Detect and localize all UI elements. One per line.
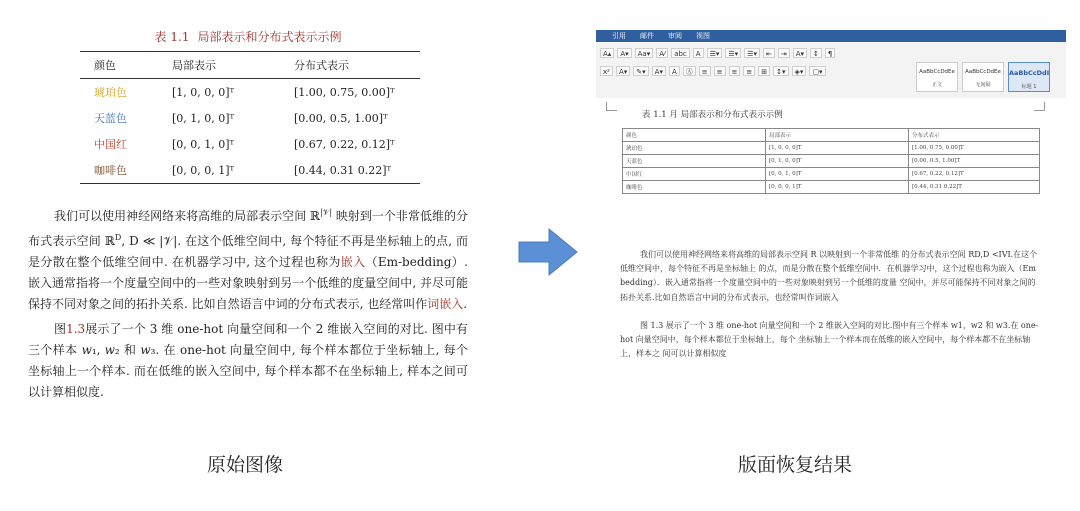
cell: [0, 0, 0, 1]T	[766, 181, 909, 194]
asian-layout-button[interactable]: A▾	[793, 48, 807, 58]
recovered-table	[622, 128, 1040, 194]
table-caption	[28, 28, 468, 45]
cell: [0.44, 0.31 0.22]T	[909, 181, 1040, 194]
cell: 天蓝色	[623, 155, 766, 168]
tab-references[interactable]: 引用	[612, 32, 626, 40]
original-paragraph-2	[28, 319, 468, 403]
cell-color: 咖啡色	[94, 164, 127, 177]
term-embedding: 嵌入	[340, 255, 366, 269]
sort-button[interactable]: ↕	[810, 48, 822, 58]
header-local: 局部表示	[172, 59, 216, 72]
document-page[interactable]	[596, 98, 1066, 359]
para2-text-a: 图	[54, 322, 67, 336]
show-marks-button[interactable]: ¶	[825, 48, 835, 58]
margin-corner-left	[606, 102, 617, 111]
para1-text-b: 映射到一个非常低维的分布式表示空间 ℝ	[28, 209, 468, 248]
cell-dist: [0.44, 0.31 0.22]ᵀ	[294, 163, 392, 177]
label-recovered: 版面恢复结果	[738, 454, 853, 476]
tab-review[interactable]: 审阅	[668, 32, 682, 40]
style-label: 标题 1	[1021, 84, 1037, 90]
cell: 咖啡色	[623, 181, 766, 194]
styles-gallery	[916, 62, 1050, 92]
label-original: 原始图像	[207, 454, 284, 476]
para1-text-a: 我们可以使用神经网络来将高维的局部表示空间 ℝ	[54, 209, 320, 223]
multilevel-list-button[interactable]: ☰▾	[744, 48, 760, 58]
change-case-button[interactable]: Aa▾	[635, 48, 654, 58]
original-document	[28, 28, 468, 403]
align-right-button[interactable]: ≡	[729, 66, 741, 76]
table-row	[623, 142, 1040, 155]
cell-dist: [1.00, 0.75, 0.00]ᵀ	[294, 85, 395, 99]
recovered-caption: 表 1.1 月 局部表示和分布式表示示例	[642, 110, 783, 120]
table-row	[80, 105, 420, 131]
superscript-button[interactable]: x²	[600, 66, 613, 76]
figure-ref-link[interactable]: 1.3	[66, 322, 86, 336]
increase-indent-button[interactable]: ⇥	[778, 48, 790, 58]
phonetic-button[interactable]: abc	[671, 48, 690, 58]
char-shading-button[interactable]: A	[669, 66, 680, 76]
highlight-button[interactable]: ✎▾	[633, 66, 648, 76]
enclose-char-button[interactable]: Ⓐ	[683, 66, 696, 76]
cell-dist: [0.67, 0.22, 0.12]ᵀ	[294, 137, 395, 151]
cell-color: 中国红	[94, 138, 127, 151]
cell: [0, 0, 1, 0]T	[766, 168, 909, 181]
style-preview: AaBbCcDdEe	[919, 69, 955, 75]
para2-text-b: 展示了一个 3 维 one-hot 向量空间和一个 2 维嵌入空间的对比. 图中有三个样本 𝑤₁, 𝑤₂ 和 𝑤₃. 在 one-hot 向量空间中, 每个样本都位于坐标轴上, 每个坐标轴上一个样本. 而在低维的嵌入空间中, 每个样本都不在坐标轴上, 样本之间可以计算相似度.	[28, 322, 468, 399]
para1-text-d: （Em-bedding）. 嵌入通常指将一个度量空间中的一些对象映射到另一个低维的度量空间中, 并尽可能保持不同对象之间的拓扑关系. 比如自然语言中词的分布式表示, 也经常叫作	[28, 255, 468, 311]
right-arrow-icon	[519, 229, 577, 275]
recovered-paragraph-1	[620, 248, 1042, 305]
borders-button[interactable]: ▢▾	[809, 66, 825, 76]
style-preview: AaBbCcDdEe	[965, 69, 1001, 75]
style-heading-1[interactable]	[1008, 62, 1050, 92]
decrease-indent-button[interactable]: ⇤	[763, 48, 775, 58]
numbering-button[interactable]: ☰▾	[725, 48, 741, 58]
para1-sup-v: |𝒱|	[320, 208, 333, 217]
toolbar-row-1	[600, 48, 835, 58]
table-row	[80, 157, 420, 184]
cell: [1.00, 0.75, 0.00]T	[909, 142, 1040, 155]
font-color-button[interactable]: A▾	[652, 66, 666, 76]
table-number: 表 1.1	[154, 30, 190, 44]
table-title: 局部表示和分布式表示示例	[197, 30, 342, 44]
original-paragraph-1	[28, 202, 468, 315]
cell: [0.67, 0.22, 0.12]T	[909, 168, 1040, 181]
cell: 颜色	[623, 129, 766, 142]
header-color: 颜色	[94, 59, 116, 72]
para1-text-e: .	[463, 297, 468, 311]
recovered-paragraph-1-text: 我们可以使用神经网络来将高维的局部表示空间 R 以映射到一个非常低维 的分布式表示空间 RD,D <IVI.在这个低维空间中，每个特征不再是坐标轴上 的点，而是分散在整个低维空间中．在机器学习中，这个过程也称为嵌入（Em bedding）．嵌入通常指将一个度量空间中的一些对象映射到另一个低维的度量 空间中，并尽可能保持不同对象之间的拓扑关系.比如自然语言中词的分布式表示，也经常叫作词嵌入	[620, 250, 1038, 302]
recovered-paragraph-2-text: 图 1.3 展示了一个 3 维 one-hot 向量空间和一个 2 维嵌入空间的对比.图中有三个样本 w1，w2 和 w3.在 one-hot 向量空间中，每个样本都位于坐标轴上，每个 坐标轴上一个样本而在低维的嵌入空间中，每个样本都不在坐标轴上，样本之 间可以计算相似度	[620, 321, 1039, 359]
table-row	[623, 168, 1040, 181]
style-label: 正文	[931, 82, 942, 88]
recovered-paragraph-2	[620, 319, 1042, 362]
cell: 分布式表示	[909, 129, 1040, 142]
shading-button[interactable]: ◈▾	[792, 66, 807, 76]
cell: 琥珀色	[623, 142, 766, 155]
margin-corner-right	[1034, 102, 1045, 111]
cell-local: [0, 0, 0, 1]ᵀ	[172, 163, 235, 177]
style-no-spacing[interactable]	[962, 62, 1004, 92]
distributed-button[interactable]: ⊞	[758, 66, 770, 76]
cell: [0.00, 0.5, 1.00]T	[909, 155, 1040, 168]
align-center-button[interactable]: ≡	[714, 66, 726, 76]
cell-local: [0, 0, 1, 0]ᵀ	[172, 137, 235, 151]
cell-dist: [0.00, 0.5, 1.00]ᵀ	[294, 111, 388, 125]
cell-color: 琥珀色	[94, 86, 127, 99]
original-table	[80, 51, 420, 184]
line-spacing-button[interactable]: ↕▾	[773, 66, 788, 76]
ribbon-toolbar	[596, 42, 1066, 99]
tab-view[interactable]: 视图	[696, 32, 710, 40]
style-normal[interactable]	[916, 62, 958, 92]
text-effects-button[interactable]: A▾	[616, 66, 630, 76]
header-dist: 分布式表示	[294, 59, 349, 72]
cell: 局部表示	[766, 129, 909, 142]
table-row	[80, 79, 420, 106]
shrink-font-button[interactable]: A▾	[617, 48, 631, 58]
table-header-row	[80, 52, 420, 79]
cell-color: 天蓝色	[94, 112, 127, 125]
word-screenshot	[596, 30, 1066, 359]
table-row	[623, 129, 1040, 142]
table-row	[623, 181, 1040, 194]
char-border-button[interactable]: A	[693, 48, 704, 58]
style-label: 无间隔	[975, 82, 991, 88]
toolbar-row-2	[600, 66, 826, 76]
cell-local: [0, 1, 0, 0]ᵀ	[172, 111, 235, 125]
bullets-button[interactable]: ☰▾	[707, 48, 723, 58]
ribbon-tabs	[596, 30, 1066, 42]
cell-local: [1, 0, 0, 0]ᵀ	[172, 85, 235, 99]
align-left-button[interactable]: ≡	[699, 66, 711, 76]
grow-font-button[interactable]: A▴	[600, 48, 614, 58]
clear-format-button[interactable]: A⁄	[656, 48, 668, 58]
justify-button[interactable]: ≡	[743, 66, 755, 76]
para1-text-c: , D ≪ |𝒱|. 在这个低维空间中, 每个特征不再是坐标轴上的点, 而是分散在整个低维空间中. 在机器学习中, 这个过程也称为	[28, 234, 468, 269]
cell: [1, 0, 0, 0]T	[766, 142, 909, 155]
cell: 中国红	[623, 168, 766, 181]
cell: [0, 1, 0, 0]T	[766, 155, 909, 168]
term-word-embedding: 词嵌入	[427, 297, 464, 311]
para1-sup-d: D	[114, 233, 122, 242]
table-row	[623, 155, 1040, 168]
table-row	[80, 131, 420, 157]
style-preview: AaBbCcDdI	[1009, 69, 1050, 77]
tab-mailings[interactable]: 邮件	[640, 32, 654, 40]
